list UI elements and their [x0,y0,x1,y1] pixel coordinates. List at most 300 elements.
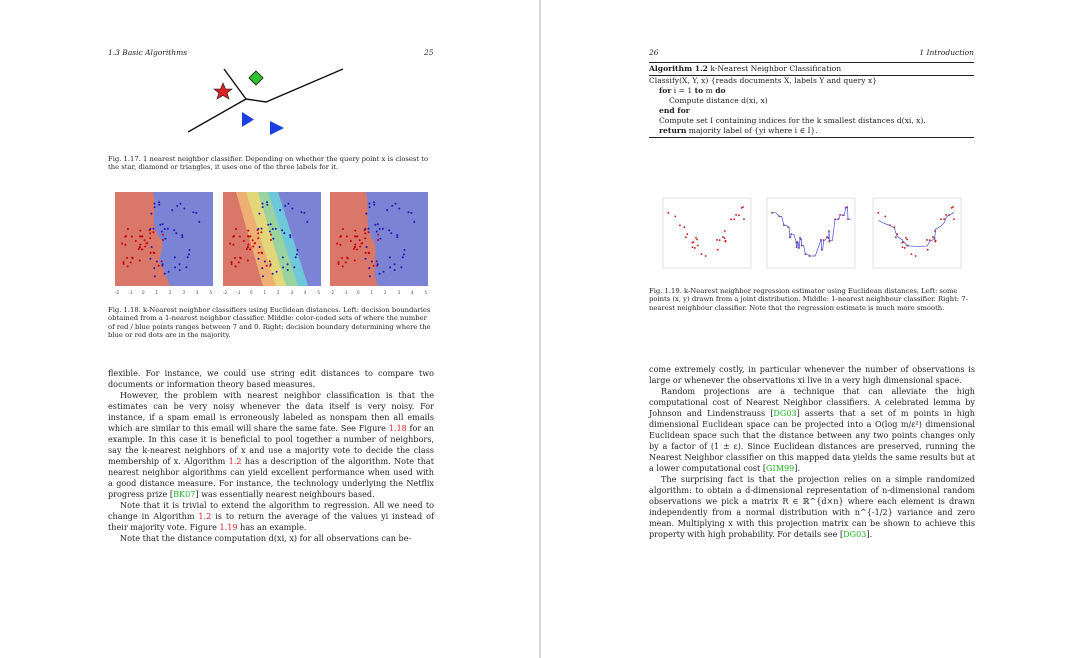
data-point [183,207,185,209]
data-point [161,231,163,233]
data-point [154,206,156,208]
data-point [391,205,393,207]
paragraph: However, the problem with nearest neighbor classification is that the estimates can be very noisy whenever the data itself is very noisy. For instance, if a spam email is erroneously labeled as nonspam then all emails which are similar to this email will share the same fate. See Figure 1.18 for an example. In this case it is beneficial to pool together a number of neighbors, say the k-nearest neighbors of x and use a majority vote to decide the class membership of x. Algorithm 1.2 has a description of the algorithm. Note that nearest neighbor algorithms can yield excellent performance when used with a good distance measure. For instance, the technology underlying the Netflix progress prize [BK07] was essentially nearest neighbours based. [108,390,435,499]
data-point [262,206,264,208]
data-point [686,233,688,235]
data-point [354,246,356,248]
data-point [272,238,274,240]
data-point [176,205,178,207]
data-point [403,249,405,251]
data-point [382,228,384,230]
data-point [144,239,146,241]
data-point [139,244,141,246]
citation-link[interactable]: BK07 [173,489,196,499]
data-point [368,228,370,230]
data-point [368,252,370,254]
data-point [735,214,737,216]
data-point [234,257,236,259]
data-point [905,237,907,239]
algorithm-line: Compute distance d(xi, x) [669,96,768,105]
data-point [258,213,260,215]
data-point [364,228,366,230]
data-point [943,218,945,220]
running-header-section: 1 Introduction [919,48,974,57]
star-marker [214,83,232,99]
data-point [247,230,249,232]
data-point [926,239,928,241]
data-point [694,247,696,249]
data-point [235,265,237,267]
data-point [354,244,356,246]
data-point [153,267,155,269]
tick-label: -2 [330,290,334,295]
data-point [306,221,308,223]
data-point [282,266,284,268]
tick-label: 0 [250,290,253,295]
citation-link[interactable]: GIM99 [766,463,795,473]
tick-label: 2 [384,290,387,295]
data-point [373,204,375,206]
data-point [379,238,381,240]
data-point [884,215,886,217]
data-point [281,229,283,231]
data-point [403,253,405,255]
data-point [131,257,133,259]
data-point [275,228,277,230]
page-number: 26 [649,48,659,57]
data-point [295,256,297,258]
data-point [953,218,955,220]
data-point [364,232,366,234]
data-point [952,206,954,208]
data-point [367,231,369,233]
data-point [140,235,142,237]
data-point [153,203,155,205]
data-point [340,235,342,237]
panel-majority [330,192,428,286]
data-point [359,239,361,241]
fig-1-18-caption: Fig. 1.18. k-Nearest neighbor classifiers using Euclidean distances. Left: decision boundaries obtained from a 1-nearest neighbor classifier. Middle: color-coded sets of where the number of red / blue points ranges between 7 and 0. Right: decision boundary determining where the blue or red dots are in the majority. [108,306,431,340]
data-point [266,265,268,267]
data-point [717,249,719,251]
data-point [389,266,391,268]
data-point [231,263,233,265]
data-point [231,261,233,263]
right-page [541,0,1080,658]
data-point [743,218,745,220]
data-point [249,248,251,250]
data-point [410,212,412,214]
data-point [239,257,241,259]
data-point [365,213,367,215]
data-point [296,249,298,251]
tick-label: 0 [142,290,145,295]
data-point [388,229,390,231]
data-point [667,212,669,214]
data-point [695,237,697,239]
data-point [149,258,151,260]
data-point [373,265,375,267]
data-point [179,269,181,271]
data-point [243,240,245,242]
data-point [376,231,378,233]
data-point [260,231,262,233]
figure-ref-link[interactable]: 1.19 [219,522,238,532]
figure-1-18 [108,188,434,300]
data-point [247,244,249,246]
data-point [730,218,732,220]
data-point [162,263,164,265]
data-point [156,260,158,262]
data-point [354,260,356,262]
data-point [719,239,721,241]
data-point [338,263,340,265]
tick-label: -2 [223,290,227,295]
data-point [192,211,194,213]
data-point [164,273,166,275]
data-point [159,224,161,226]
tick-label: 4 [196,290,199,295]
data-point [123,261,125,263]
data-point [398,207,400,209]
data-point [126,257,128,259]
data-point [915,255,917,257]
data-point [269,260,271,262]
data-point [144,245,146,247]
data-point [257,228,259,230]
data-point [153,228,155,230]
algorithm-ref-link[interactable]: 1.2 [198,511,212,521]
data-point [135,240,137,242]
data-point [373,201,375,203]
data-point [368,203,370,205]
data-point [150,213,152,215]
data-point [696,239,698,241]
data-point [724,230,726,232]
data-point [139,260,141,262]
left-page [0,0,539,658]
data-point [149,237,151,239]
data-point [238,261,240,263]
data-point [270,263,272,265]
data-point [394,203,396,205]
data-point [945,214,947,216]
fig-1-19-caption: Fig. 1.19. k-Nearest neighbor regression estimator using Euclidean distances. Left: some points (x, y) drawn from a joint distribution. Middle: 1-nearest neighbour classifier. Right: 7-nearest neighbour classifier. Note that the regression estimate is much more smooth. [649,287,968,312]
tick-label: -1 [343,290,348,295]
data-point [674,215,676,217]
data-point [400,266,402,268]
data-point [336,242,338,244]
data-point [379,273,381,275]
data-point [138,248,140,250]
data-point [685,236,687,238]
tick-label: 3 [290,290,294,295]
data-point [377,223,379,225]
fig-1-17-caption: Fig. 1.17. 1 nearest neighbor classifier. Depending on whether the query point x is closest to the star, diamond or triangles, it uses one of the three labels for it. [108,155,429,172]
data-point [394,269,396,271]
data-point [716,239,718,241]
data-point [139,230,141,232]
page-number: 25 [424,48,434,57]
data-point [289,234,291,236]
data-point [279,209,281,211]
data-point [161,260,163,262]
data-point [127,265,129,267]
data-point [270,223,272,225]
data-point [246,248,248,250]
data-point [174,256,176,258]
data-point [264,260,266,262]
data-point [188,253,190,255]
data-point [877,212,879,214]
data-point [262,275,264,277]
data-point [339,244,341,246]
tick-label: 5 [424,290,428,295]
data-point [164,238,166,240]
data-point [269,231,271,233]
paragraph: flexible. For instance, we could use string edit distances to compare two documents or information theory based measures. [108,368,434,389]
data-point [911,253,913,255]
citation-link[interactable]: DG03 [773,408,797,418]
data-point [158,204,160,206]
data-point [261,228,263,230]
data-point [291,207,293,209]
data-point [261,252,263,254]
data-point [353,248,355,250]
data-point [266,201,268,203]
data-point [266,204,268,206]
data-point [383,271,385,273]
data-point [185,266,187,268]
tick-label: -1 [236,290,241,295]
tick-label: 1 [155,290,159,295]
data-point [300,211,302,213]
data-point [257,237,259,239]
triangle-marker [270,121,284,135]
data-point [906,239,908,241]
algorithm-title: Algorithm 1.2 k-Nearest Neighbor Classification [649,63,974,76]
data-point [164,228,166,230]
data-point [364,258,366,260]
data-point [150,252,152,254]
data-point [350,240,352,242]
data-point [287,203,289,205]
data-point [366,246,368,248]
algorithm-line: end for [659,106,690,115]
data-point [359,245,361,247]
data-point [179,203,181,205]
tick-label: 4 [411,290,414,295]
panel-color-coded [223,192,321,286]
data-point [927,249,929,251]
data-point [247,260,249,262]
data-point [389,256,391,258]
data-point [722,236,724,238]
data-point [239,235,241,237]
tick-label: -2 [115,290,119,295]
data-point [293,266,295,268]
data-point [902,246,904,248]
data-point [198,221,200,223]
data-point [733,218,735,220]
data-point [386,209,388,211]
data-point [402,256,404,258]
data-point [289,236,291,238]
data-point [377,263,379,265]
data-point [895,236,897,238]
data-point [257,232,259,234]
tick-label: 5 [317,290,321,295]
paragraph: Note that it is trivial to extend the algorithm to regression. All we need to change in Algorithm 1.2 is to return the average of the values yi instead of their majority vote. Figure 1.19 has an example. [108,500,434,532]
data-point [341,257,343,259]
data-point [287,263,289,265]
data-point [390,232,392,234]
data-point [261,267,263,269]
tick-label: -1 [128,290,133,295]
data-point [123,263,125,265]
data-point [394,263,396,265]
algorithm-ref-link[interactable]: 1.2 [228,456,242,466]
data-point [158,201,160,203]
data-point [371,260,373,262]
algorithm-line: return majority label of {yi where i ∈ I}. [649,126,974,138]
tick-label: 2 [169,290,172,295]
data-point [368,267,370,269]
data-point [181,234,183,236]
data-point [904,247,906,249]
data-point [195,212,197,214]
data-point [283,232,285,234]
data-point [149,228,151,230]
data-point [705,255,707,257]
data-point [168,271,170,273]
paragraph: The surprising fact is that the projection relies on a simple randomized algorithm: to obtain a d-dimensional representation of n-dimensional random observations we pick a matrix R ∈ ℝ^{d×n} where each element is drawn independently from a normal distribution with n^{-1/2} variance and zero mean. Multiplying x with this projection matrix can be shown to achieve this property with high probability. For details see [DG03]. [649,474,975,539]
data-point [940,218,942,220]
algorithm-line: for i = 1 to m do [659,86,726,95]
algorithm-line: Compute set I containing indices for the k smallest distances d(xi, x). [659,116,926,125]
data-point [151,246,153,248]
data-point [355,235,357,237]
data-point [187,256,189,258]
tick-label: 5 [209,290,213,295]
data-point [252,245,254,247]
data-point [369,275,371,277]
running-header-section: 1.3 Basic Algorithms [108,48,188,57]
data-point [232,244,234,246]
data-point [379,228,381,230]
data-point [121,242,123,244]
tick-label: 0 [357,290,360,295]
data-point [130,261,132,263]
data-point [188,249,190,251]
data-point [284,205,286,207]
data-point [679,224,681,226]
data-point [396,236,398,238]
paragraph: Random projections are a technique that can alleviate the high computational cost of Nearest Neighbor classifiers. A celebrated lemma by Johnson and Lindenstrauss [DG03] asserts that a set of m points in high dimensional Euclidean space can be projected into a O(log m/ε²) dimensional Euclidean space such that the distance between any two points changes only by a factor of (1 ± ε). Since Euclidean distances are preserved, running the Nearest Neighbor classifier on this mapped data yields the same results but at a lower computational cost [GIM99]. [649,386,975,473]
data-point [258,252,260,254]
data-point [342,265,344,267]
data-point [345,261,347,263]
data-point [365,252,367,254]
data-point [146,242,148,244]
left-body-text [108,368,434,544]
data-point [153,252,155,254]
data-point [282,256,284,258]
data-point [125,235,127,237]
data-point [235,228,237,230]
data-point [683,226,685,228]
data-point [254,242,256,244]
data-point [149,232,151,234]
data-point [342,228,344,230]
data-point [276,271,278,273]
data-point [413,221,415,223]
diamond-marker [249,71,263,85]
data-point [152,231,154,233]
data-point [173,229,175,231]
data-point [127,228,129,230]
data-point [248,235,250,237]
figure-1-17 [186,66,346,146]
data-point [162,223,164,225]
data-point [932,236,934,238]
data-point [407,211,409,213]
data-point [361,242,363,244]
right-body-text [649,364,975,540]
data-point [272,228,274,230]
data-point [929,239,931,241]
tick-label: 1 [370,290,374,295]
data-point [162,239,164,241]
tick-label: 2 [277,290,280,295]
tick-label: 3 [182,290,186,295]
data-point [179,263,181,265]
data-point [377,239,379,241]
tick-label: 3 [397,290,401,295]
data-point [270,239,272,241]
data-point [376,260,378,262]
data-point [693,241,695,243]
data-point [181,236,183,238]
data-point [338,261,340,263]
algorithm-box [649,62,974,138]
paragraph: come extremely costly, in particular whenever the number of observations is large or whenever the observations xi live in a very high dimensional space. [649,364,975,385]
data-point [131,235,133,237]
data-point [272,273,274,275]
data-point [270,234,272,236]
triangle-marker [242,112,254,127]
data-point [697,245,699,247]
data-point [346,257,348,259]
data-point [374,224,376,226]
paragraph: Note that the distance computation d(xi, x) for all observations can be- [120,533,412,543]
data-point [396,234,398,236]
data-point [267,224,269,226]
citation-link[interactable]: DG03 [843,529,867,539]
data-point [257,258,259,260]
panel-1nn [115,192,213,286]
tick-label: 4 [304,290,307,295]
data-point [261,203,263,205]
data-point [354,230,356,232]
data-point [701,253,703,255]
tick-label: 1 [263,290,267,295]
figure-ref-link[interactable]: 1.18 [388,423,407,433]
data-point [124,244,126,246]
data-point [167,228,169,230]
data-point [171,209,173,211]
data-point [154,275,156,277]
